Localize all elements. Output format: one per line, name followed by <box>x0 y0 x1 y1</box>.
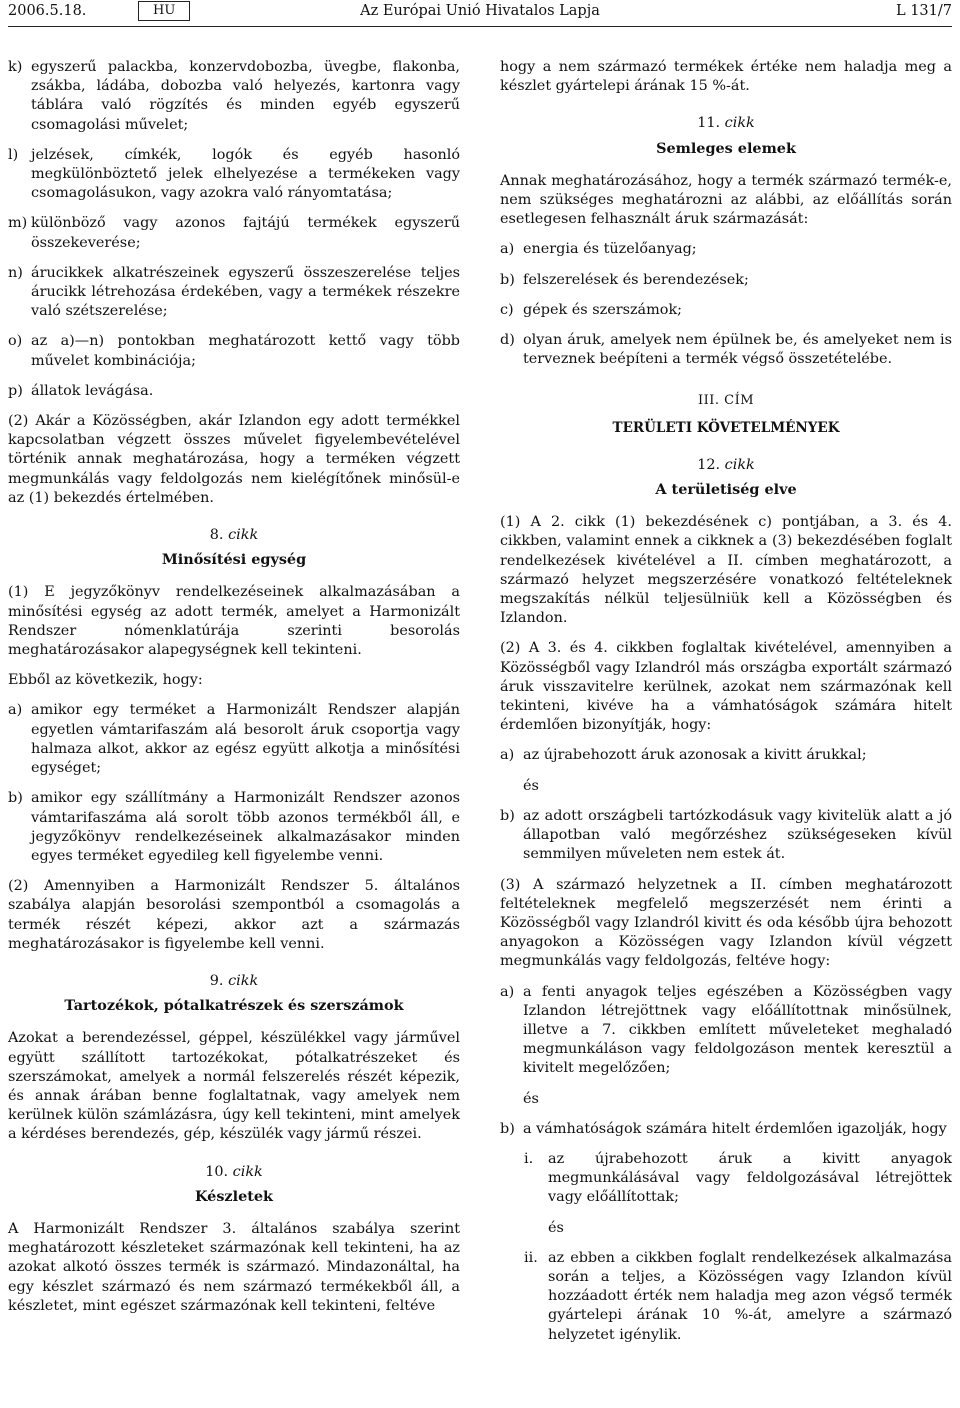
list-item: m) különböző vagy azonos fajtájú termékek egyszerű összekeverése; <box>8 215 460 251</box>
list-connector: és <box>523 777 539 794</box>
page-header <box>8 0 952 27</box>
paragraph: hogy a nem származó termékek értéke nem haladja meg a készlet gyártelepi árának 15 %-át. <box>500 59 952 95</box>
sub-item: i. az újrabehozott áruk a kivitt anyagok megmunkálásával vagy feldolgozásával létrejöttek vagy előállítottak; <box>524 1150 952 1206</box>
paragraph: A Harmonizált Rendszer 3. általános szabálya szerint meghatározott készleteket származónak kell tekinteni, ha az azokat alkotó összes termék is származó. Mindazonáltal, ha egy készlet származó és nem származó termékekből áll, a készletet, mint egészet származónak kell tekinteni, feltéve <box>8 1220 460 1314</box>
article-heading: 9. cikk <box>209 972 259 989</box>
list-item: p) állatok levágása. <box>8 382 154 399</box>
list-item: a) az újrabehozott áruk azonosak a kivitt árukkal; <box>500 747 867 764</box>
paragraph: (2) Amennyiben a Harmonizált Rendszer 5. általános szabálya alapján besorolási szempontból a csomagolás a termék részét képezi, akkor azt a származás meghatározásakor is figyelembe kell venni. <box>8 878 460 952</box>
article-title: Minősítési egység <box>161 551 307 569</box>
list-item: l) jelzések, címkék, logók és egyéb hasonló megkülönböztető jelek elhelyezése a termékeken vagy csomagolásukon, vagy azokra való rányomtatása; <box>8 146 460 202</box>
article-heading: 11. cikk <box>697 115 755 132</box>
paragraph: Azokat a berendezéssel, géppel, készülékkel vagy járművel együtt szállított tartozékokat, pótalkatrészeket és szerszámokat, amelyek a normál felszerelés részét képezik, és annak árában benne foglaltatnak, vagy amelyek nem kerülnek külön számlázásra, úgy kell tekinteni, mint amelyek a kérdéses berendezés, gép, készülék vagy jármű részei. <box>8 1030 460 1143</box>
list-item: d) olyan áruk, amelyek nem épülnek be, és amelyeket nem is terveznek beépíteni a termék végső összetételébe. <box>500 332 952 368</box>
paragraph: Annak meghatározásához, hogy a termék származó termék-e, nem szükséges meghatározni az alábbi, az előállítás során esetlegesen felhasznált áruk származását: <box>500 172 952 228</box>
list-item: a) a fenti anyagok teljes egészében a Közösségben vagy Izlandon létrejöttnek vagy előállítottnak minősülnek, illetve a 7. cikkben említett műveleteket meghaladó megmunkáláson vagy feldolgozáson mentek keresztül a kivitelt megelőzően; <box>500 983 952 1077</box>
article-title: A területiség elve <box>655 481 797 499</box>
article-title: Tartozékok, pótalkatrészek és szerszámok <box>64 997 404 1015</box>
article-title: Semleges elemek <box>656 139 796 157</box>
article-heading: 12. cikk <box>697 456 755 473</box>
list-item: c) gépek és szerszámok; <box>500 301 683 318</box>
paragraph: (2) A 3. és 4. cikkben foglaltak kivételével, amennyiben a Közösségből vagy Izlandról más országba exportált származó áruk visszavitelre kerülnek, azokat nem származónak kell tekinteni, kivéve ha a vámhatóságok számára hitelt érdemlően bizonyítják, hogy: <box>500 640 952 734</box>
header-date: 2006.5.18. <box>8 3 87 19</box>
article-title: Készletek <box>194 1187 274 1205</box>
list-connector: és <box>523 1090 539 1107</box>
journal-title: Az Európai Unió Hivatalos Lapja <box>360 3 600 19</box>
sub-item: ii. az ebben a cikkben foglalt rendelkezések alkalmazása során a teljes, a Közösségen vagy Izlandon kívül hozzáadott érték nem haladja meg azon végső termék gyártelepi árának 10 %-át, amelyre a származó helyzetet igénylik. <box>524 1249 952 1343</box>
list-item: a) amikor egy terméket a Harmonizált Rendszer alapján egyetlen vámtarifaszám alá besorolt áruk csoportja vagy halmaza alkot, akkor az egész együtt alkotja a minősítési egységet; <box>8 702 460 777</box>
list-item: b) az adott országbeli tartózkodásuk vagy kivitelük alatt a jó állapotban való megőrzéshez szükségeseken kívül semmilyen műveleten nem estek át. <box>500 807 952 863</box>
sub-connector: és <box>548 1219 564 1236</box>
list-item: b) amikor egy szállítmány a Harmonizált Rendszer azonos vámtarifaszáma alá sorolt több azonos termékből áll, e jegyzőkönyv rendelkezéseinek alkalmazásakor minden egyes terméket egyedileg kell figyelembe venni. <box>8 790 460 864</box>
list-item: b) a vámhatóságok számára hitelt érdemlően igazolják, hogy <box>500 1120 947 1137</box>
paragraph: Ebből az következik, hogy: <box>8 672 203 689</box>
page-number: L 131/7 <box>895 3 952 19</box>
paragraph: (2) Akár a Közösségben, akár Izlandon egy adott termékkel kapcsolatban végzett összes művelet figyelembevételével történik annak meghatározása, hogy a terméken végzett megmunkálás vagy feldolgozás nem kielégítőnek minősül-e az (1) bekezdés értelmében. <box>8 413 460 506</box>
paragraph: (1) E jegyzőkönyv rendelkezéseinek alkalmazásában a minősítési egység az adott termék, amelyet a Harmonizált Rendszer nómenklatúrája szerinti besorolás meghatározásakor alapegységnek kell tekinteni. <box>8 584 460 659</box>
paragraph: (1) A 2. cikk (1) bekezdésének c) pontjában, a 3. és 4. cikkben, valamint ennek a cikknek a (3) bekezdésében foglalt rendelkezések kivételével a II. címben meghatározott, a származó helyzet megszerzésére vonatkozó feltételeknek megszakítás nélkül teljesülniük kell a Közösségben és Izlandon. <box>500 514 952 627</box>
list-item: a) energia és tüzelőanyag; <box>500 241 697 258</box>
article-heading: 8. cikk <box>209 527 259 544</box>
left-column <box>8 58 460 1327</box>
list-item: b) felszerelések és berendezések; <box>500 271 749 288</box>
paragraph: (3) A származó helyzetnek a II. címben meghatározott feltételeknek megfelelő megszerzését nem érinti a Közösségből vagy Izlandról kivitt és oda később újra behozott anyagokon a Közösségen vagy Izlandon kívül végzett megmunkálás vagy feldolgozás, feltéve hogy: <box>500 876 952 970</box>
title-number: III. CÍM <box>697 393 755 409</box>
list-item: k) egyszerű palackba, konzervdobozba, üvegbe, flakonba, zsákba, ládába, dobozba való helyezés, kartonra vagy táblára való rögzítés és minden egyéb egyszerű csomagolási művelet; <box>8 59 460 133</box>
article-heading: 10. cikk <box>205 1163 263 1180</box>
language-badge: HU <box>138 1 190 21</box>
list-item: n) árucikkek alkatrészeinek egyszerű összeszerelése teljes árucikk létrehozása érdekében, vagy a termékek részekre való szétszerelése; <box>8 264 460 320</box>
list-item: o) az a)—n) pontokban meghatározott kettő vagy több művelet kombinációja; <box>8 333 460 369</box>
title-name: TERÜLETI KÖVETELMÉNYEK <box>612 419 840 436</box>
right-column <box>500 58 952 1356</box>
